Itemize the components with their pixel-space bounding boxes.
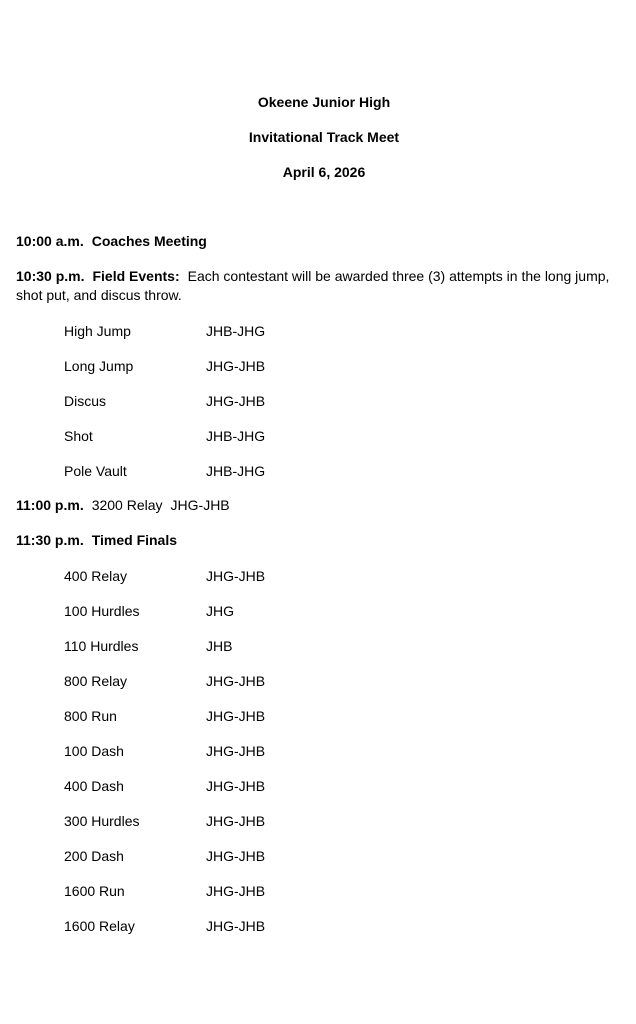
field-events-line (16, 267, 630, 305)
event-row (64, 847, 464, 865)
timed-finals-line (16, 531, 630, 550)
event-division-code: JHG-JHB (206, 743, 266, 759)
event-division-code: JHG-JHB (206, 568, 266, 584)
relay-3200-line (16, 496, 630, 515)
relay-3200-code: JHG-JHB (170, 497, 230, 513)
event-division-code: JHG-JHB (206, 883, 266, 899)
event-row (64, 672, 464, 690)
event-division-code: JHG-JHB (206, 813, 266, 829)
timed-time: 11:30 p.m. (16, 532, 84, 548)
school-name: Okeene Junior High (257, 94, 391, 110)
event-division-code: JHG-JHB (206, 673, 266, 689)
event-division-code: JHB-JHG (206, 428, 266, 444)
event-row (64, 392, 464, 410)
event-division-code: JHG (206, 603, 234, 619)
event-row (64, 427, 464, 445)
field-time: 10:30 p.m. (16, 268, 85, 284)
event-name: 200 Dash (64, 848, 124, 864)
event-division-code: JHG-JHB (206, 708, 266, 724)
event-name: High Jump (64, 323, 131, 339)
event-name: Pole Vault (64, 463, 127, 479)
relay-3200-label: 3200 Relay (91, 497, 163, 513)
event-name: 400 Dash (64, 778, 124, 794)
event-name: 100 Hurdles (64, 603, 140, 619)
event-division-code: JHG-JHB (206, 848, 266, 864)
event-name: Discus (64, 393, 107, 409)
event-division-code: JHB (206, 638, 233, 654)
event-name: Shot (64, 428, 93, 444)
event-row (64, 637, 464, 655)
field-label: Field Events: (92, 268, 180, 284)
meet-title: Invitational Track Meet (248, 129, 400, 145)
coaches-time: 10:00 a.m. (16, 233, 84, 249)
event-row (64, 707, 464, 725)
event-row (64, 742, 464, 760)
event-name: 800 Relay (64, 673, 128, 689)
coaches-label: Coaches Meeting (91, 233, 207, 249)
event-division-code: JHB-JHG (206, 463, 266, 479)
event-name: 1600 Relay (64, 918, 135, 934)
meet-date: April 6, 2026 (282, 164, 366, 180)
relay-3200-time: 11:00 p.m. (16, 497, 84, 513)
event-row (64, 357, 464, 375)
event-row (64, 777, 464, 795)
event-row (64, 812, 464, 830)
event-row (64, 882, 464, 900)
event-division-code: JHG-JHB (206, 393, 266, 409)
event-name: 800 Run (64, 708, 117, 724)
timed-label: Timed Finals (91, 532, 178, 548)
event-row (64, 322, 464, 340)
event-name: 400 Relay (64, 568, 128, 584)
event-name: 1600 Run (64, 883, 125, 899)
event-row (64, 917, 464, 935)
event-row (64, 567, 464, 585)
event-name: Long Jump (64, 358, 134, 374)
event-name: 110 Hurdles (64, 638, 139, 654)
event-division-code: JHG-JHB (206, 918, 266, 934)
event-division-code: JHG-JHB (206, 358, 266, 374)
event-row (64, 602, 464, 620)
event-row (64, 462, 464, 480)
field-note: Each contestant will be awarded three (3) attempts in the long jump, shot put, and discus throw. (16, 268, 610, 303)
event-division-code: JHB-JHG (206, 323, 266, 339)
event-name: 300 Hurdles (64, 813, 140, 829)
event-name: 100 Dash (64, 743, 124, 759)
event-division-code: JHG-JHB (206, 778, 266, 794)
coaches-meeting-line (16, 232, 630, 251)
